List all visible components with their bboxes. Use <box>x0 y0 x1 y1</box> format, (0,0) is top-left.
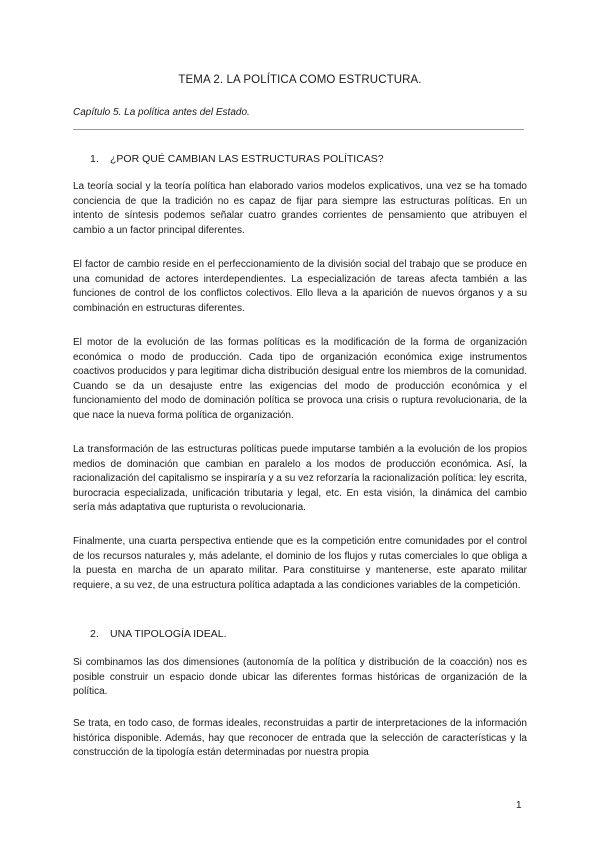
section-heading-2 <box>90 628 227 640</box>
section-title: ¿POR QUÉ CAMBIAN LAS ESTRUCTURAS POLÍTICAS? <box>110 153 384 165</box>
paragraph: Finalmente, una cuarta perspectiva entiende que es la competición entre comunidades por el control de los recursos naturales y, más adelante, el dominio de los flujos y rutas comerciales lo que obliga a la puesta en marcha de un aparato militar. Para constituirse y mantenerse, este aparato militar requiere, a su vez, de una estructura política adaptada a las condiciones variables de la competición. <box>73 536 527 591</box>
paragraph: Se trata, en todo caso, de formas ideales, reconstruidas a partir de interpretaciones de la información histórica disponible. Además, hay que reconocer de entrada que la selección de características y la construcción de la tipología están determinadas por nuestra propia <box>73 718 527 759</box>
section-title: UNA TIPOLOGÍA IDEAL. <box>110 628 227 640</box>
header-divider <box>73 129 524 130</box>
paragraph: El motor de la evolución de las formas políticas es la modificación de la forma de organización económica o modo de producción. Cada tipo de organización económica exige instrumentos coactivos producidos y para legitimar dicha distribución desigual entre los miembros de la comunidad. Cuando se da un desajuste entre las exigencias del modo de producción económica y el funcionamiento del modo de dominación política se provoca una crisis o ruptura revolucionaria, de la que nace la nueva forma política de organización. <box>73 337 527 421</box>
section-heading-1 <box>90 153 384 165</box>
paragraph: El factor de cambio reside en el perfeccionamiento de la división social del trabajo que se produce en una comunidad de actores interdependientes. La especialización de tareas afecta también a las funciones de control de los conflictos colectivos. Ello lleva a la aparición de nuevos órganos y a su combinación en estructuras diferentes. <box>73 259 527 314</box>
document-title: TEMA 2. LA POLÍTICA COMO ESTRUCTURA. <box>178 74 422 86</box>
section-number: 2. <box>90 628 99 640</box>
paragraph: Si combinamos las dos dimensiones (autonomía de la política y distribución de la coacción) nos es posible construir un espacio donde ubicar las diferentes formas históricas de organización de la política. <box>73 657 527 698</box>
paragraph: La teoría social y la teoría política han elaborado varios modelos explicativos, una vez se ha tomado conciencia de que la tradición no es capaz de fijar para siempre las estructuras políticas. En un intento de síntesis podemos señalar cuatro grandes corrientes de pensamiento que atribuyen el cambio a un factor principal diferentes. <box>73 181 527 236</box>
section-number: 1. <box>90 153 99 165</box>
paragraph: La transformación de las estructuras políticas puede imputarse también a la evolución de los propios medios de dominación que cambian en paralelo a los modos de producción económica. Así, la racionalización del capitalismo se inspiraría y a su vez reforzaría la racionalización política: ley escrita, burocracia especializada, unificación tributaria y legal, etc. En esta visión, la dinámica del cambio sería más adaptativa que rupturista o revolucionaria. <box>73 444 527 514</box>
page-number: 1 <box>516 800 522 811</box>
chapter-subtitle: Capítulo 5. La política antes del Estado. <box>73 107 250 118</box>
